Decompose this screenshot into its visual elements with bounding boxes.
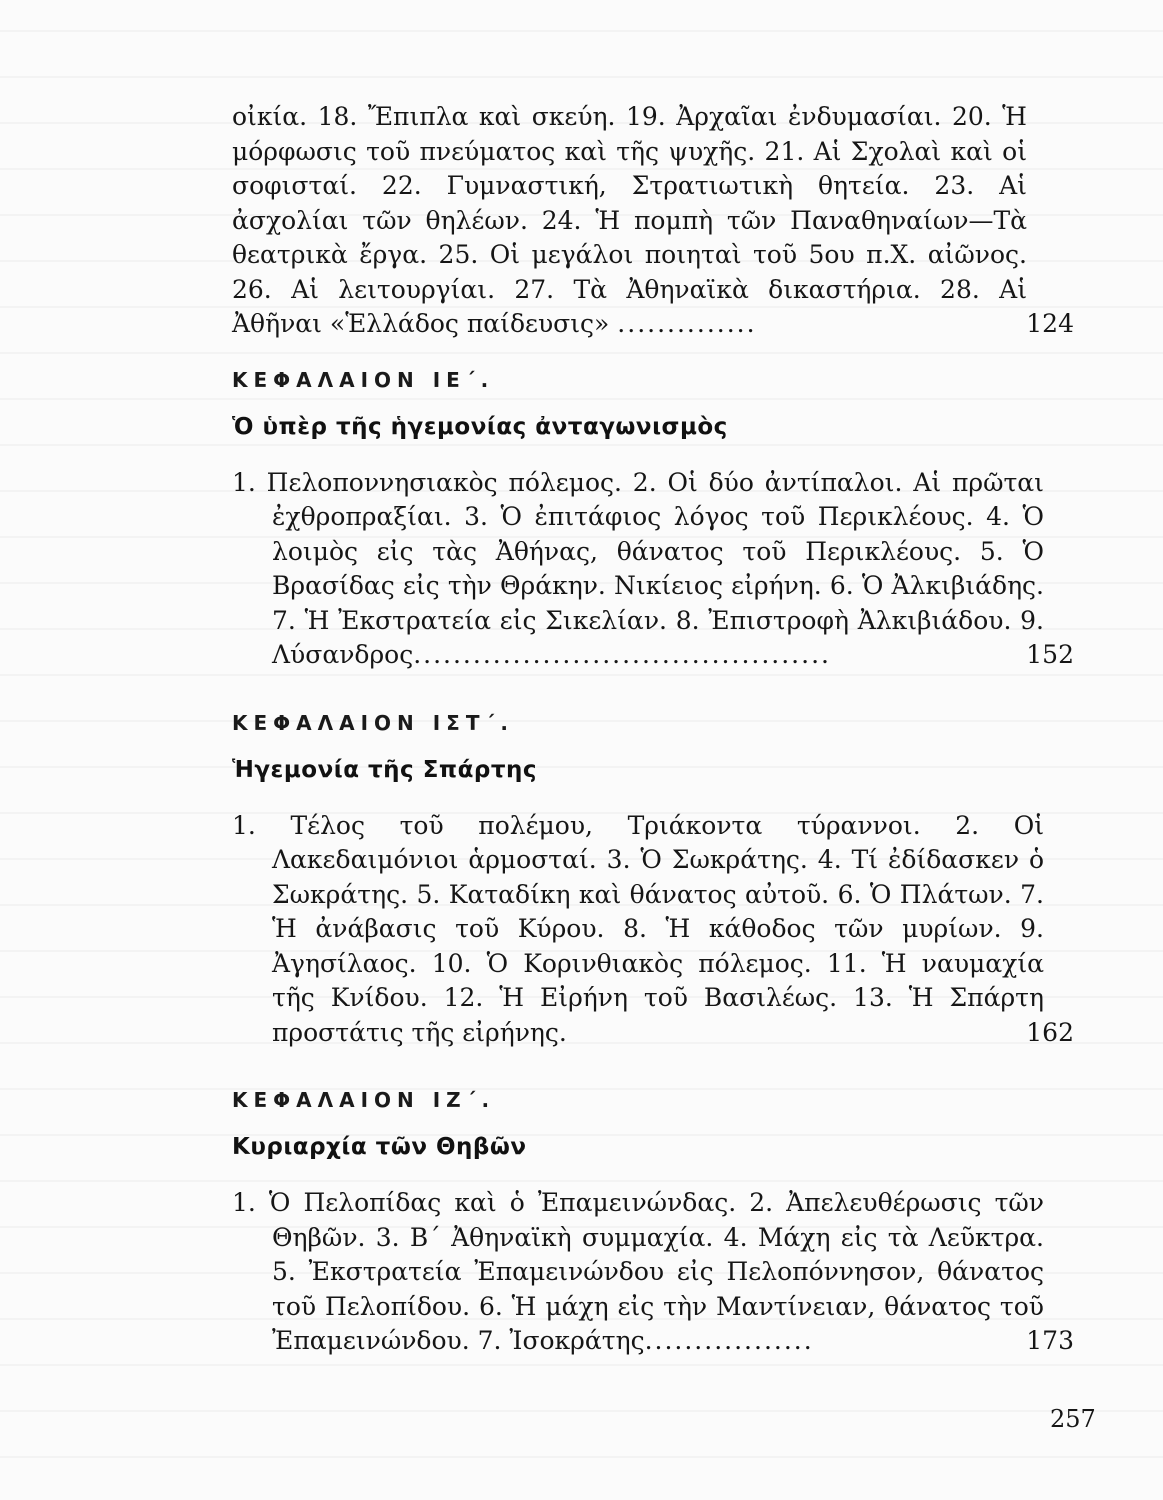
- chapter-label: ΚΕΦΑΛΑΙΟΝ ΙΕ΄.: [232, 367, 495, 392]
- toc-entry: [232, 809, 1082, 1051]
- toc-page-number: 124: [1026, 309, 1074, 338]
- toc-page-number: 173: [1026, 1326, 1074, 1355]
- chapter-title: Ὁ ὑπὲρ τῆς ἡγεμονίας ἀνταγωνισμὸς: [232, 413, 728, 440]
- toc-page-number: 162: [1026, 1017, 1074, 1047]
- page-number-footer: 257: [1050, 1405, 1096, 1433]
- chapter-label: ΚΕΦΑΛΑΙΟΝ ΙΖ΄.: [232, 1088, 496, 1112]
- chapter-label: ΚΕΦΑΛΑΙΟΝ ΙΣΤ΄.: [232, 710, 514, 735]
- toc-entry-text: οἰκία. 18. Ἔπιπλα καὶ σκεύη. 19. Ἀρχαῖαι ἐνδυμασίαι. 20. Ἡ μόρφωσις τοῦ πνεύματος καὶ τῆς ψυχῆς. 21. Αἱ Σχολαὶ καὶ οἱ σοφισταί. 22. Γυμναστική, Στρατιωτικὴ θητεία. 23. Αἱ ἀσχολίαι τῶν θηλέων. 24. Ἡ πομπὴ τῶν Παναθηναίων—Τὰ θεατρικὰ ἔργα. 25. Οἱ μεγάλοι ποιηταὶ τοῦ 5ου π.Χ. αἰῶνος. 26. Αἱ λειτουργίαι. 27. Τὰ Ἀθηναϊκὰ δικαστήρια. 28. Αἱ Ἀθῆναι «Ἑλλάδος παίδευσις» ..............: [232, 102, 1027, 338]
- toc-entry-text: 1. Τέλος τοῦ πολέμου, Τριάκοντα τύραννοι. 2. Οἱ Λακεδαιμόνιοι ἁρμοσταί. 3. Ὁ Σωκράτης. 4. Τί ἐδίδασκεν ὁ Σωκράτης. 5. Καταδίκη καὶ θάνατος αὐτοῦ. 6. Ὁ Πλάτων. 7. Ἡ ἀνάβασις τοῦ Κύρου. 8. Ἡ κάθοδος τῶν μυρίων. 9. Ἀγησίλαος. 10. Ὁ Κορινθιακὸς πόλεμος. 11. Ἡ ναυμαχία τῆς Κνίδου. 12. Ἡ Εἰρήνη τοῦ Βασιλέως. 13. Ἡ Σπάρτη προστάτις τῆς εἰρήνης.: [232, 810, 1044, 1047]
- toc-page-number: 152: [1026, 640, 1074, 669]
- toc-entry: [232, 466, 1082, 673]
- table-of-contents-page: [232, 100, 1082, 1359]
- toc-entry: [232, 1186, 1082, 1359]
- toc-entry-text: 1. Ὁ Πελοπίδας καὶ ὁ Ἐπαμεινώνδας. 2. Ἀπελευθέρωσις τῶν Θηβῶν. 3. Β΄ Ἀθηναϊκὴ συμμαχία. 4. Μάχη εἰς τὰ Λεῦκτρα. 5. Ἐκστρατεία Ἐπαμεινώνδου εἰς Πελοπόννησον, θάνατος τοῦ Πελοπίδου. 6. Ἡ μάχη εἰς τὴν Μαντίνειαν, θάνατος τοῦ Ἐπαμεινώνδου. 7. Ἰσοκράτης.................: [232, 1188, 1044, 1355]
- chapter-title: Ἡγεμονία τῆς Σπάρτης: [232, 756, 538, 783]
- toc-entry-continued: [232, 100, 1082, 342]
- toc-entry-text: 1. Πελοποννησιακὸς πόλεμος. 2. Οἱ δύο ἀντίπαλοι. Αἱ πρῶται ἐχθροπραξίαι. 3. Ὁ ἐπιτάφιος λόγος τοῦ Περικλέους. 4. Ὁ λοιμὸς εἰς τὰς Ἀθήνας, θάνατος τοῦ Περικλέους. 5. Ὁ Βρασίδας εἰς τὴν Θράκην. Νικίειος εἰρήνη. 6. Ὁ Ἀλκιβιάδης. 7. Ἡ Ἐκστρατεία εἰς Σικελίαν. 8. Ἐπιστροφὴ Ἀλκιβιάδου. 9. Λύσανδρος..........................................: [232, 467, 1044, 669]
- chapter-title: Κυριαρχία τῶν Θηβῶν: [232, 1134, 527, 1160]
